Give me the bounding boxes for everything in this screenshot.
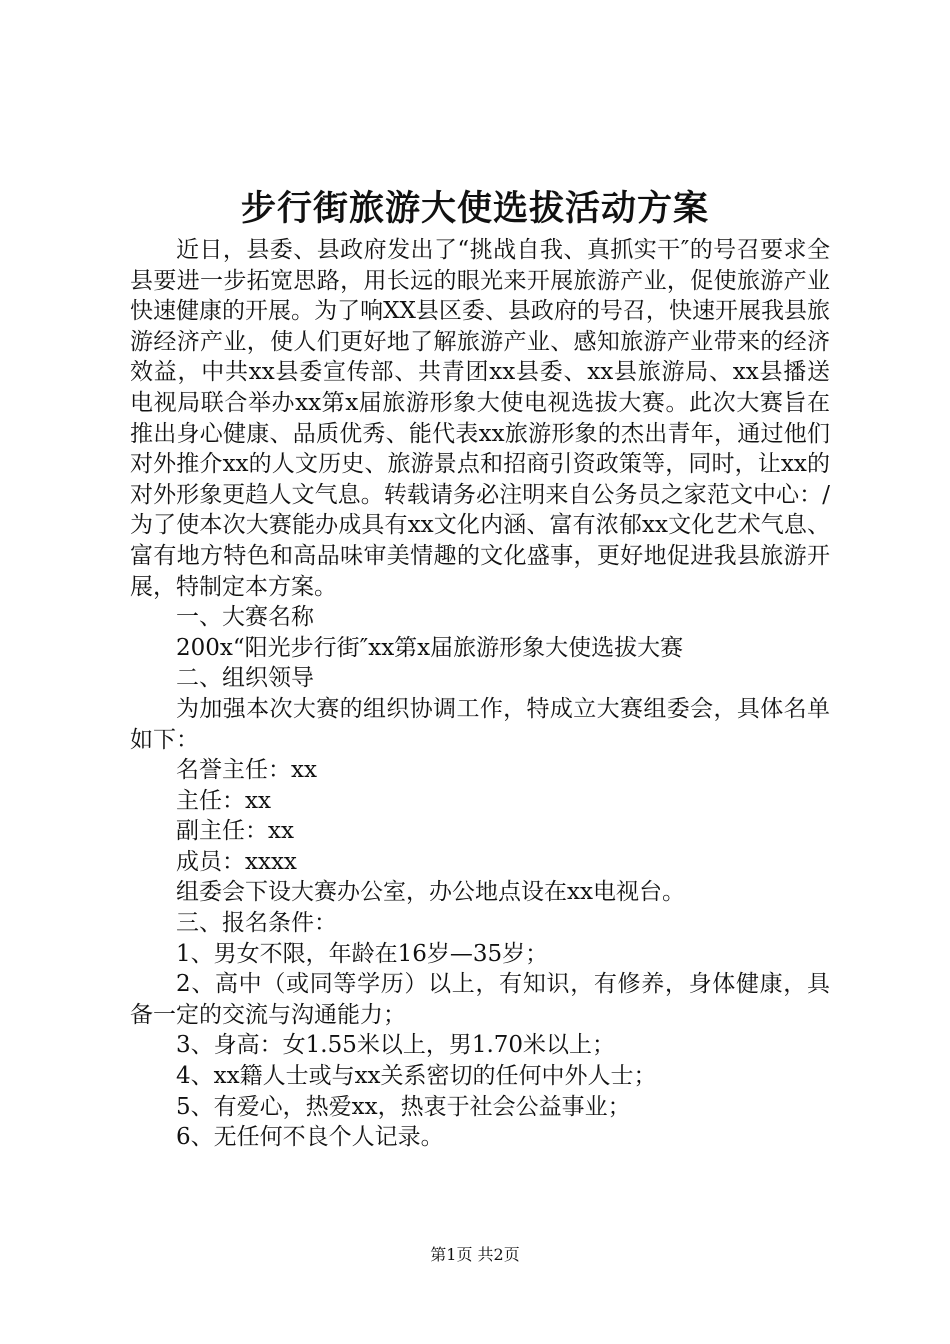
office-location-line: 组委会下设大赛办公室，办公地点设在xx电视台。 (176, 879, 685, 906)
director-line: 主任：xx (176, 787, 271, 814)
members-line: 成员：xxxx (176, 848, 297, 875)
requirement-item: 1、男女不限，年龄在16岁—35岁； (176, 940, 549, 967)
contest-name-text: 200x“阳光步行街″xx第x届旅游形象大使选拔大赛 (176, 634, 684, 661)
requirement-item: 5、有爱心，热爱xx，热衷于社会公益事业； (176, 1093, 631, 1120)
deputy-director-line: 副主任：xx (176, 818, 294, 845)
document-title: 步行街旅游大使选拔活动方案 (240, 188, 709, 229)
requirement-item: 4、xx籍人士或与xx关系密切的任何中外人士； (176, 1063, 657, 1090)
section-heading-organization: 二、组织领导 (176, 665, 314, 692)
organization-paragraph: 为加强本次大赛的组织协调工作，特成立大赛组委会，具体名单如下： (130, 695, 830, 753)
honorary-director-line: 名誉主任：xx (176, 757, 317, 784)
page-number-footer: 第1页 共2页 (430, 1245, 520, 1264)
section-heading-contest-name: 一、大赛名称 (176, 604, 314, 631)
requirement-item: 2、高中（或同等学历）以上，有知识，有修养，身体健康，具备一定的交流与沟通能力； (130, 971, 830, 1028)
requirement-item: 6、无任何不良个人记录。 (176, 1124, 444, 1151)
intro-paragraph: 近日，县委、县政府发出了“挑战自我、真抓实干″的号召要求全县要进一步拓宽思路，用长远的眼光来开展旅游产业，促使旅游产业快速健康的开展。为了响XX县区委、县政府的号召，快速开展我县旅游经济产业，使人们更好地了解旅游产业、感知旅游产业带来的经济效益，中共xx县委宣传部、共青团xx县委、xx县旅游局、xx县播送电视局联合举办xx第x届旅游形象大使电视选拔大赛。此次大赛旨在推出身心健康、品质优秀、能代表xx旅游形象的杰出青年，通过他们对外推介xx的人文历史、旅游景点和招商引资政策等，同时，让xx的对外形象更趋人文气息。转载请务必注明来自公务员之家范文中心：/为了使本次大赛能办成具有xx文化内涵、富有浓郁xx文化艺术气息、富有地方特色和高品味审美情趣的文化盛事，更好地促进我县旅游开展，特制定本方案。 (130, 237, 830, 600)
section-heading-requirements: 三、报名条件： (176, 910, 337, 937)
document-body (130, 235, 830, 1153)
requirement-item: 3、身高：女1.55米以上，男1.70米以上； (176, 1032, 616, 1059)
